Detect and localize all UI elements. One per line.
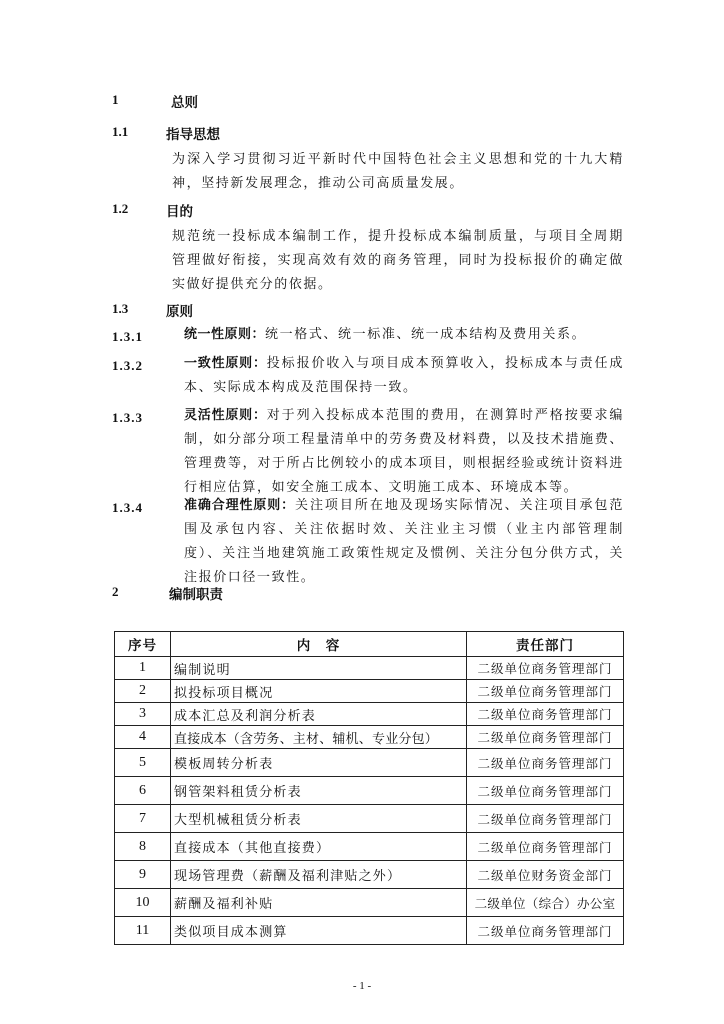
section-1-1-number: 1.1 (112, 124, 129, 139)
row-seq: 4 (115, 726, 171, 749)
section-1-2-text: 规范统一投标成本编制工作，提升投标成本编制质量，与项目全周期管理做好衔接，实现高效有效的商务管理，同时为投标报价的确定做实做好提供充分的依据。 (172, 229, 624, 292)
table-header-row (115, 632, 624, 657)
row-seq: 2 (115, 680, 171, 703)
section-1-2-title: 目的 (166, 204, 193, 220)
row-dept: 二级单位商务管理部门 (467, 833, 624, 861)
principle-4 (184, 494, 624, 590)
row-seq: 9 (115, 861, 171, 889)
row-content: 钢管架料租赁分析表 (171, 777, 467, 805)
table-row (115, 917, 624, 945)
row-dept: 二级单位商务管理部门 (467, 917, 624, 945)
row-dept: 二级单位商务管理部门 (467, 703, 624, 726)
row-content: 编制说明 (171, 657, 467, 680)
table-row (115, 805, 624, 833)
row-seq: 10 (115, 889, 171, 917)
section-1-3-title: 原则 (166, 304, 193, 320)
row-seq: 1 (115, 657, 171, 680)
principle-1-label: 统一性原则： (184, 327, 266, 342)
row-seq: 8 (115, 833, 171, 861)
section-2-title: 编制职责 (169, 587, 223, 603)
row-dept: 二级单位商务管理部门 (467, 657, 624, 680)
row-seq: 3 (115, 703, 171, 726)
principle-1-number: 1.3.1 (112, 329, 143, 344)
principle-2-number: 1.3.2 (112, 358, 143, 373)
row-content: 大型机械租赁分析表 (171, 805, 467, 833)
table-row (115, 680, 624, 703)
principle-3-number: 1.3.3 (112, 410, 143, 425)
header-dept: 责任部门 (467, 632, 624, 657)
header-seq: 序号 (115, 632, 171, 657)
table-row (115, 703, 624, 726)
table-row (115, 726, 624, 749)
table-row (115, 889, 624, 917)
row-content: 类似项目成本测算 (171, 917, 467, 945)
row-content: 拟投标项目概况 (171, 680, 467, 703)
row-seq: 5 (115, 749, 171, 777)
row-content: 直接成本（其他直接费） (171, 833, 467, 861)
row-content: 模板周转分析表 (171, 749, 467, 777)
row-content: 直接成本（含劳务、主材、辅机、专业分包） (171, 726, 467, 749)
section-1-1-text: 为深入学习贯彻习近平新时代中国特色社会主义思想和党的十九大精神，坚持新发展理念，推动公司高质量发展。 (172, 152, 624, 191)
table-row (115, 777, 624, 805)
row-dept: 二级单位（综合）办公室 (467, 889, 624, 917)
row-dept: 二级单位商务管理部门 (467, 805, 624, 833)
section-1-1-title: 指导思想 (166, 127, 220, 143)
row-dept: 二级单位商务管理部门 (467, 749, 624, 777)
principle-2 (184, 352, 624, 400)
table-row (115, 657, 624, 680)
row-content: 现场管理费（薪酬及福利津贴之外） (171, 861, 467, 889)
section-1-3-number: 1.3 (112, 301, 129, 316)
section-1-title: 总则 (171, 95, 198, 111)
table-row (115, 861, 624, 889)
table-row (115, 833, 624, 861)
section-1-2-number: 1.2 (112, 201, 129, 216)
row-content: 薪酬及福利补贴 (171, 889, 467, 917)
header-content: 内 容 (171, 632, 467, 657)
row-seq: 11 (115, 917, 171, 945)
row-seq: 6 (115, 777, 171, 805)
principle-4-label: 准确合理性原则： (184, 498, 295, 513)
row-dept: 二级单位财务资金部门 (467, 861, 624, 889)
table-row (115, 749, 624, 777)
row-content: 成本汇总及利润分析表 (171, 703, 467, 726)
principle-3-label: 灵活性原则： (184, 408, 267, 423)
principle-4-text: 关注项目所在地及现场实际情况、关注项目承包范围及承包内容、关注依据时效、关注业主习惯（业主内部管理制度）、关注当地建筑施工政策性规定及惯例、关注分包分供方式，关注报价口径一致性。 (184, 498, 624, 585)
principle-3-text: 对于列入投标成本范围的费用，在测算时严格按要求编制，如分部分项工程量清单中的劳务费及材料费，以及技术措施费、管理费等，对于所占比例较小的成本项目，则根据经验或统计资料进行相应估算，如安全施工成本、文明施工成本、环境成本等。 (184, 408, 624, 495)
section-2-number: 2 (112, 584, 119, 599)
row-dept: 二级单位商务管理部门 (467, 680, 624, 703)
section-1-number: 1 (112, 92, 119, 107)
row-dept: 二级单位商务管理部门 (467, 726, 624, 749)
principle-2-label: 一致性原则： (184, 356, 267, 371)
principle-3 (184, 404, 624, 500)
row-dept: 二级单位商务管理部门 (467, 777, 624, 805)
principle-2-text: 投标报价收入与项目成本预算收入，投标成本与责任成本、实际成本构成及范围保持一致。 (184, 356, 624, 395)
principle-4-number: 1.3.4 (112, 500, 143, 515)
page-number: - 1 - (352, 980, 372, 992)
principle-1-text: 统一格式、统一标准、统一成本结构及费用关系。 (265, 327, 587, 342)
principle-1 (184, 323, 624, 347)
row-seq: 7 (115, 805, 171, 833)
responsibility-table (114, 631, 624, 945)
